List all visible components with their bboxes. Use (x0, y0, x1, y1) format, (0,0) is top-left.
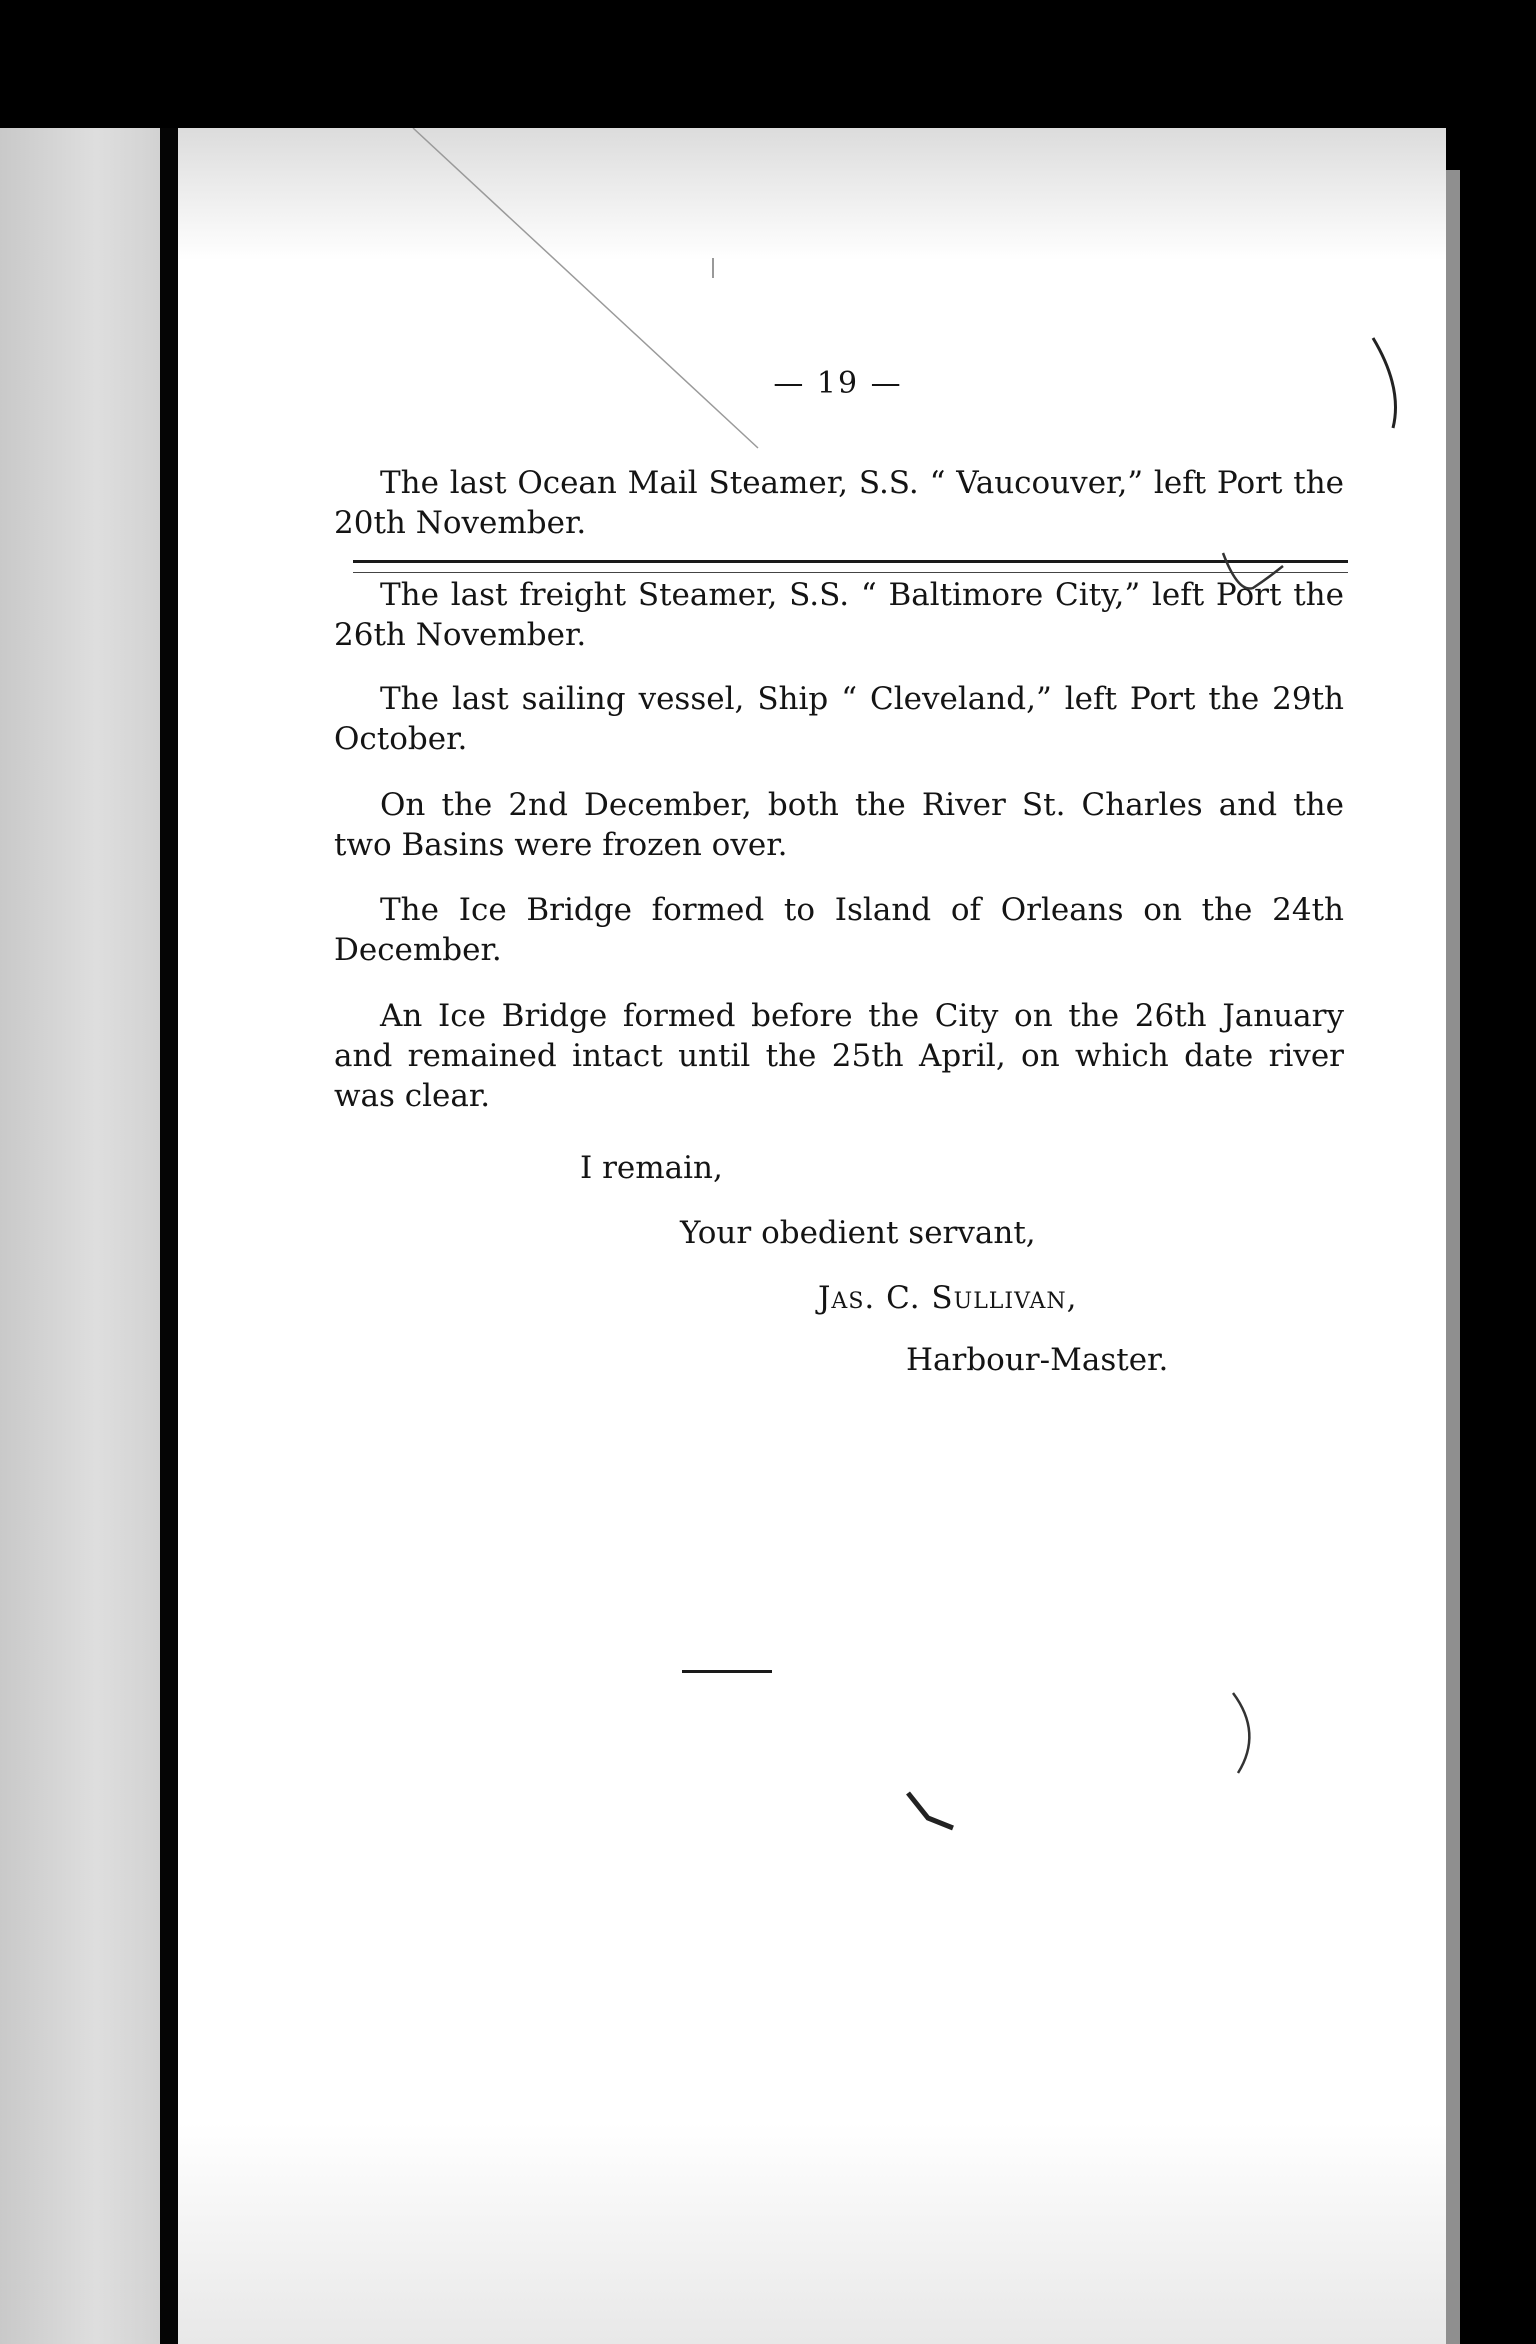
signature-name: Jas. C. Sullivan, (818, 1280, 1078, 1316)
binding-gutter (160, 128, 178, 2344)
paragraph-freight-steamer (334, 575, 1344, 655)
pencil-bracket-mark (1228, 1688, 1268, 1778)
header-rule-thin (353, 572, 1348, 573)
closing-servant: Your obedient servant, (680, 1215, 1036, 1251)
paragraph-sailing-vessel (334, 679, 1344, 759)
pencil-check-mark (1218, 548, 1288, 608)
page-edge-shadow (1446, 170, 1460, 2344)
paragraph-text: The Ice Bridge formed to Island of Orleans on the 24th December. (334, 892, 1344, 968)
scan-background (1460, 0, 1536, 2344)
facing-page-edge (0, 128, 160, 2344)
paragraph-text: The last sailing vessel, Ship “ Cleveland,” left Port the 29th October. (334, 681, 1344, 757)
page-number: — 19 — (773, 366, 903, 401)
paragraph-ice-bridge-orleans (334, 890, 1344, 970)
paragraph-text: On the 2nd December, both the River St. Charles and the two Basins were frozen over. (334, 787, 1344, 863)
paragraph-ice-bridge-city (334, 996, 1344, 1116)
paragraph-ocean-mail (334, 463, 1344, 543)
document-page (178, 128, 1446, 2344)
header-rule (353, 560, 1348, 563)
end-rule (682, 1670, 772, 1673)
ink-smudge-mark (903, 1788, 963, 1838)
paragraph-text: The last freight Steamer, S.S. “ Baltimore City,” left Port the 26th November. (334, 577, 1344, 653)
paragraph-text: An Ice Bridge formed before the City on the 26th January and remained intact until the 25th April, on which date river was clear. (334, 998, 1344, 1114)
closing-remain: I remain, (580, 1150, 723, 1186)
paragraph-frozen-basins (334, 785, 1344, 865)
paragraph-text: The last Ocean Mail Steamer, S.S. “ Vaucouver,” left Port the 20th November. (334, 465, 1344, 541)
signature-title: Harbour-Master. (906, 1342, 1169, 1378)
